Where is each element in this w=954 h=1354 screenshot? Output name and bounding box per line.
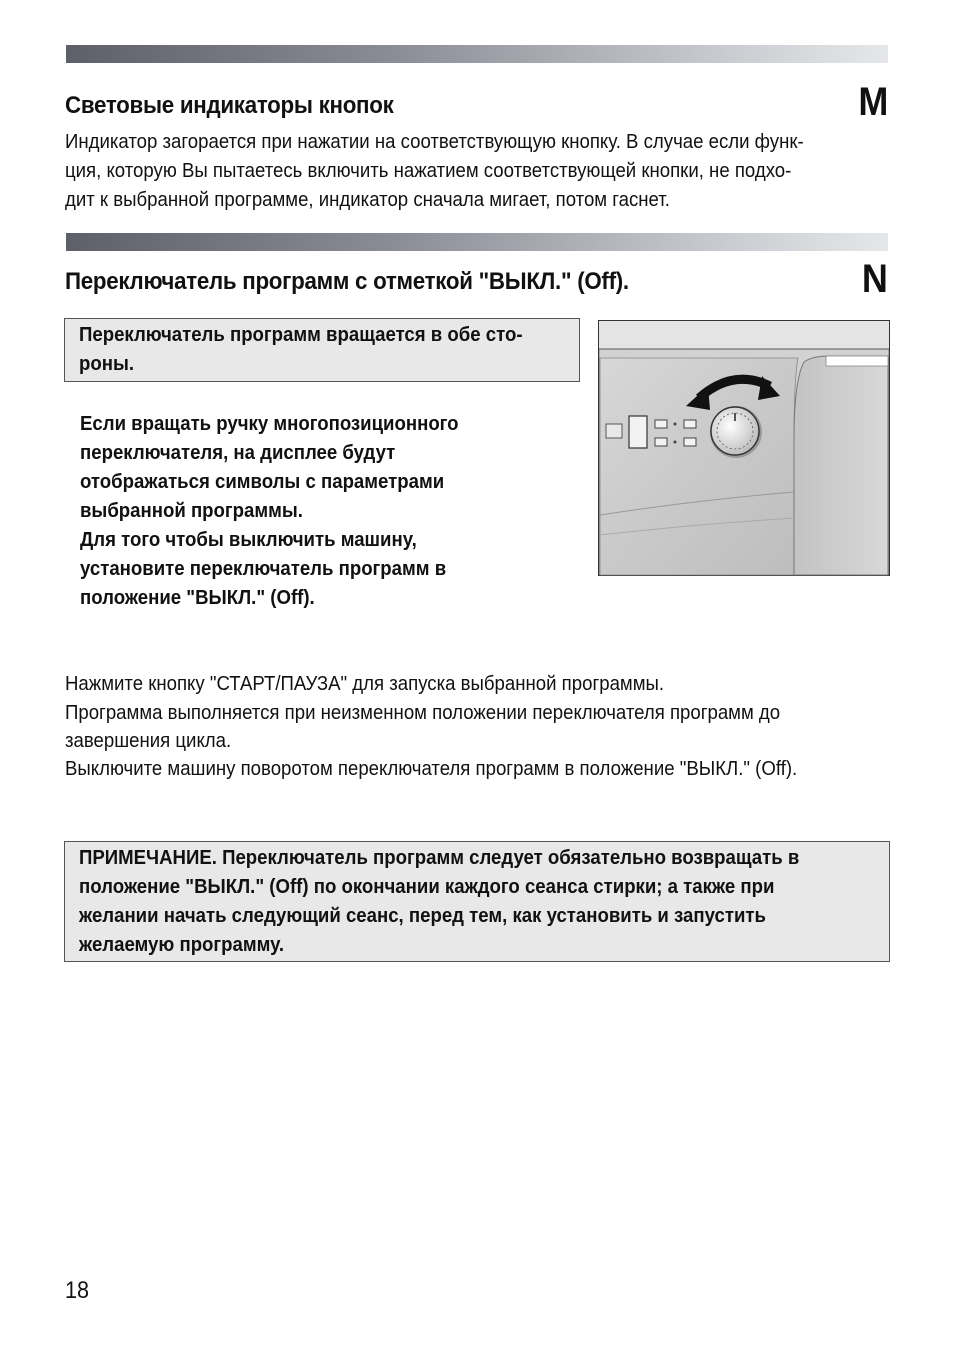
- selector-instruction-line: установите переключатель программ в: [80, 558, 447, 580]
- start-pause-text: Нажмите кнопку "СТАРТ/ПАУЗА" для запуска выбранной программы.: [65, 673, 665, 695]
- selector-instruction-line: отображаться символы с параметрами: [80, 471, 445, 493]
- selector-instruction-line: переключателя, на дисплее будут: [80, 442, 396, 464]
- section-divider-bar: [66, 45, 888, 63]
- program-run-text: завершения цикла.: [65, 730, 232, 752]
- section-m-line: дит к выбранной программе, индикатор сначала мигает, потом гаснет.: [65, 189, 670, 211]
- indicator-button: [684, 438, 696, 446]
- section-n-letter: N: [861, 257, 888, 301]
- control-panel-illustration: [598, 320, 890, 576]
- door-side: [794, 356, 888, 575]
- section-divider-bar: [66, 233, 888, 251]
- section-m-line: ция, которую Вы пытаетесь включить нажатием соответствующей кнопки, не подхо-: [65, 160, 792, 182]
- selector-instruction-line: Если вращать ручку многопозиционного: [80, 413, 459, 435]
- lid-top: [599, 321, 889, 349]
- rotation-info-box: [64, 318, 580, 382]
- note-line: желаемую программу.: [79, 934, 285, 956]
- section-m-title: Световые индикаторы кнопок: [65, 92, 394, 119]
- display-icon: [606, 424, 622, 438]
- indicator-button: [655, 420, 667, 428]
- selector-instruction-line: выбранной программы.: [80, 500, 303, 522]
- indicator-button: [684, 420, 696, 428]
- selector-instruction-line: Для того чтобы выключить машину,: [80, 529, 417, 551]
- info-box-line: Переключатель программ вращается в обе сто-: [79, 324, 523, 346]
- note-line: положение "ВЫКЛ." (Off) по окончании каждого сеанса стирки; а также при: [79, 876, 775, 898]
- note-box: [64, 841, 890, 962]
- section-n-title: Переключатель программ с отметкой "ВЫКЛ." (Off).: [65, 268, 629, 295]
- section-m-line: Индикатор загорается при нажатии на соответствующую кнопку. В случае если функ-: [65, 131, 804, 153]
- display-window: [629, 416, 647, 448]
- page-number: 18: [65, 1277, 90, 1304]
- program-run-text: Программа выполняется при неизменном положении переключателя программ до: [65, 702, 781, 724]
- note-line: ПРИМЕЧАНИЕ. Переключатель программ следует обязательно возвращать в: [79, 847, 800, 869]
- info-box-line: роны.: [79, 353, 135, 375]
- note-line: желании начать следующий сеанс, перед тем, как установить и запустить: [79, 905, 766, 927]
- switch-off-text: Выключите машину поворотом переключателя программ в положение "ВЫКЛ." (Off).: [65, 758, 798, 780]
- selector-instruction-line: положение "ВЫКЛ." (Off).: [80, 587, 315, 609]
- section-m-letter: M: [858, 80, 888, 124]
- indicator-button: [655, 438, 667, 446]
